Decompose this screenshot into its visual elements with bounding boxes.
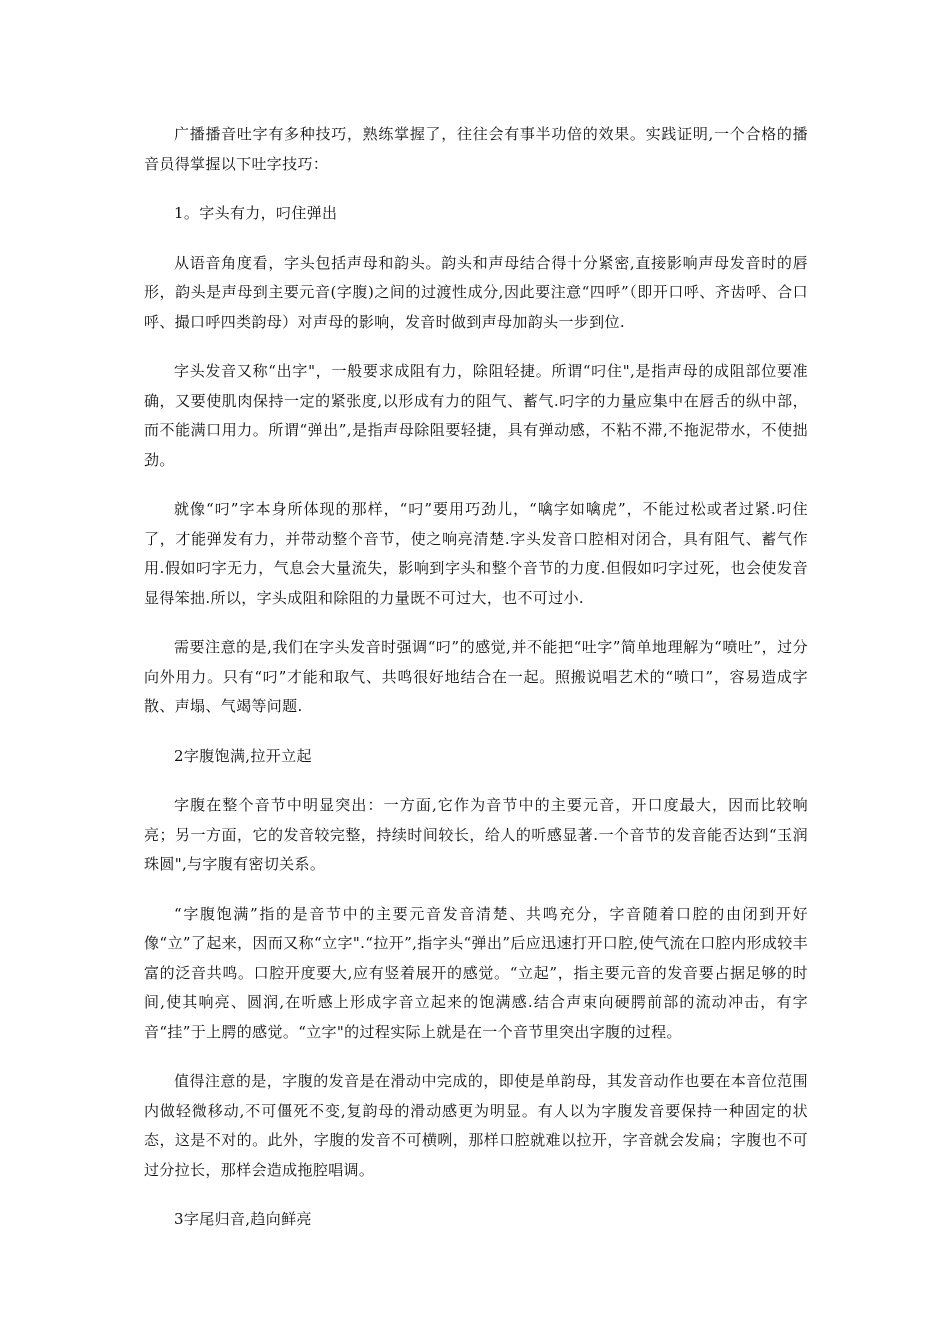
- body-paragraph: 从语音角度看，字头包括声母和韵头。韵头和声母结合得十分紧密,直接影响声母发音时的唇形，韵头是声母到主要元音(字腹)之间的过渡性成分,因此要注意“四呼”（即开口呼、齐齿呼、合口呼、撮口呼四类韵母）对声母的影响，发音时做到声母加韵头一步到位.: [144, 253, 808, 331]
- section-heading-1: 1。字头有力，叼住弹出: [174, 204, 338, 222]
- intro-paragraph: 广播播音吐字有多种技巧，熟练掌握了，往往会有事半功倍的效果。实践证明,一个合格的播音员得掌握以下吐字技巧：: [144, 125, 808, 173]
- section-heading-2: 2字腹饱满,拉开立起: [174, 746, 312, 765]
- body-paragraph: 字头发音又称“出字"，一般要求成阻有力，除阻轻捷。所谓“叼住",是指声母的成阻部位要准确，又要使肌肉保持一定的紧张度,以形成有力的阻气、蓄气.叼字的力量应集中在唇舌的纵中部，而不能满口用力。所谓“弹出”,是指声母除阻要轻捷，具有弹动感，不粘不滞,不拖泥带水，不使拙劲。: [144, 362, 808, 469]
- body-paragraph: 就像“叼”字本身所体现的那样，“叼”要用巧劲儿，“噙字如噙虎”，不能过松或者过紧.叼住了，才能弹发有力，并带动整个音节，使之响亮清楚.字头发音口腔相对闭合，具有阻气、蓄气作用.假如叼字无力，气息会大量流失，影响到字头和整个音节的力度.但假如叼字过死，也会使发音显得笨拙.所以，字头成阻和除阻的力量既不可过大，也不可过小.: [144, 500, 808, 607]
- body-paragraph: 字腹在整个音节中明显突出：一方面,它作为音节中的主要元音，开口度最大，因而比较响亮；另一方面，它的发音较完整，持续时间较长，给人的听感显著.一个音节的发音能否达到“玉润珠圆",与字腹有密切关系。: [144, 796, 808, 873]
- body-paragraph: 值得注意的是，字腹的发音是在滑动中完成的，即使是单韵母，其发音动作也要在本音位范围内做轻微移动,不可僵死不变,复韵母的滑动感更为明显。有人以为字腹发音要保持一种固定的状态，这是不对的。此外，字腹的发音不可横咧，那样口腔就难以拉开，字音就会发扁；字腹也不可过分拉长，那样会造成拖腔唱调。: [144, 1072, 808, 1179]
- body-paragraph: “字腹饱满”指的是音节中的主要元音发音清楚、共鸣充分，字音随着口腔的由闭到开好像“立”了起来，因而又称“立字".“拉开”,指字头“弹出”后应迅速打开口腔,使气流在口腔内形成较丰富的泛音共鸣。口腔开度要大,应有竖着展开的感觉。“立起”，指主要元音的发音要占据足够的时间,使其响亮、圆润,在听感上形成字音立起来的饱满感.结合声束向硬腭前部的流动冲击，有字音“挂”于上腭的感觉。“立字"的过程实际上就是在一个音节里突出字腹的过程。: [144, 904, 808, 1041]
- document-body: [144, 120, 808, 1255]
- body-paragraph: 需要注意的是,我们在字头发音时强调“叼”的感觉,并不能把“吐字”简单地理解为“喷吐”，过分向外用力。只有“叼”才能和取气、共鸣很好地结合在一起。照搬说唱艺术的“喷口”，容易造成字散、声塌、气竭等问题.: [144, 638, 808, 715]
- section-heading-3: 3字尾归音,趋向鲜亮: [174, 1210, 312, 1228]
